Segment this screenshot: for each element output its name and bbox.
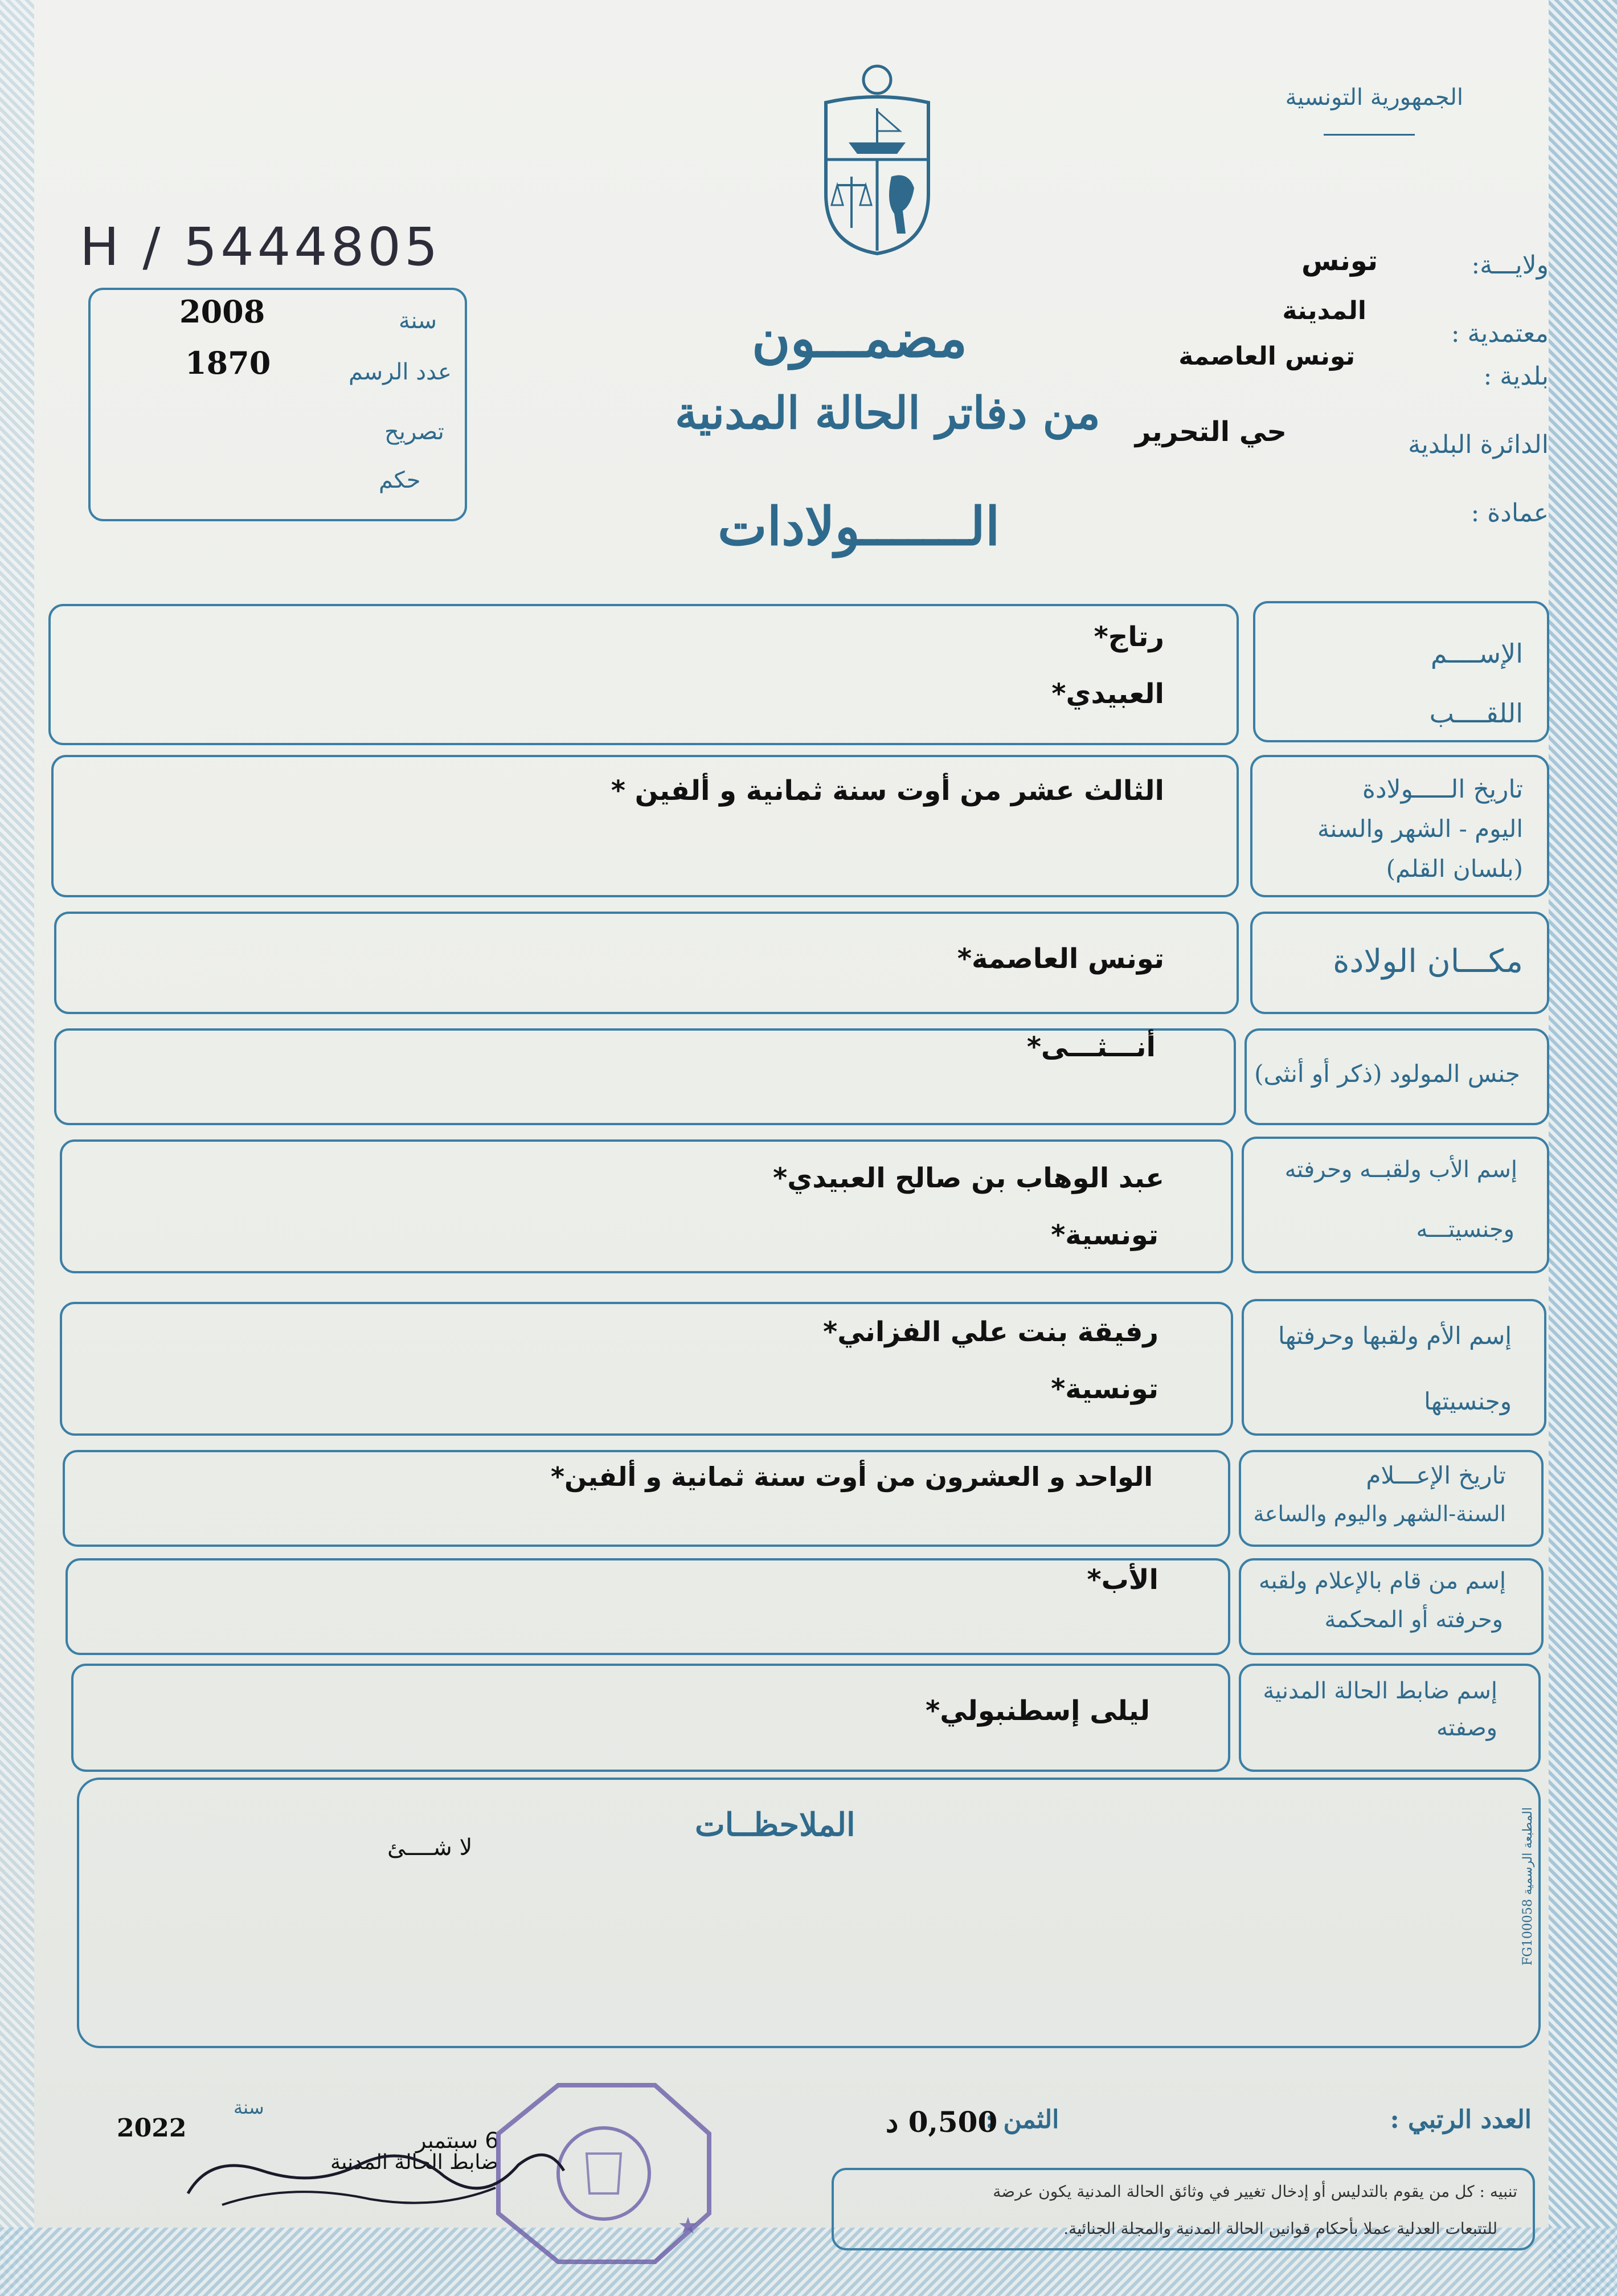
row-label-box	[1242, 1299, 1546, 1436]
omada-label: عمادة :	[1471, 499, 1549, 528]
printer-mark: المطبعة الرسمية FG100058	[1521, 1807, 1535, 1966]
row-label-1: الإســــم	[1430, 638, 1523, 669]
row-value-1: ليلى إسطنبولي*	[926, 1695, 1150, 1727]
decorative-border-left	[0, 0, 34, 2296]
republic-underline	[1324, 134, 1415, 136]
section-title: الـــــــولادات	[718, 496, 1000, 557]
row-value-2: العبيدي*	[1051, 678, 1164, 710]
row-value-1: رفيقة بنت علي الفزاني*	[823, 1316, 1158, 1348]
row-label-1: إسم الأب ولقبــه وحرفته	[1284, 1157, 1517, 1183]
row-label-3: (بلسان القلم)	[1386, 855, 1523, 883]
baladia-value: تونس العاصمة	[1178, 342, 1355, 371]
row-value-box	[48, 604, 1239, 745]
moatamadia-value: المدينة	[1282, 296, 1366, 325]
row-label-1: إسم من قام بالإعلام ولقبه	[1259, 1568, 1506, 1594]
baladia-label: بلدية :	[1483, 362, 1549, 391]
footer-day-month: 6 سبتمبر	[416, 2128, 499, 2153]
row-value-2: تونسية*	[1051, 1219, 1158, 1251]
row-label-1: تاريخ الإعـــلام	[1366, 1461, 1506, 1489]
footer-price-label: الثمن :	[985, 2105, 1059, 2134]
coat-of-arms-icon	[814, 63, 940, 256]
row-label-2: وصفته	[1436, 1715, 1497, 1741]
title-line-2: من دفاتر الحالة المدنية	[675, 387, 1100, 439]
republic-label: الجمهورية التونسية	[1285, 84, 1463, 111]
row-label-2: وجنسيتـــه	[1416, 1216, 1514, 1243]
warning-box	[832, 2168, 1535, 2250]
row-value-1: تونس العاصمة*	[957, 943, 1164, 975]
remarks-value: لا شــــئ	[387, 1835, 473, 1861]
row-label-1: إسم ضابط الحالة المدنية	[1263, 1678, 1497, 1704]
row-value-1: رتاج*	[1094, 621, 1164, 653]
row-label-2: وجنسيتها	[1424, 1387, 1512, 1415]
row-label-1: مكـــان الولادة	[1333, 943, 1523, 980]
daira-value: حي التحرير	[1135, 416, 1287, 448]
warning-line-2: للتتبعات العدلية عملا بأحكام قوانين الحالة المدنية والمجلة الجنائية.	[1063, 2219, 1497, 2238]
signature-icon	[177, 2131, 575, 2216]
row-label-2: وحرفته أو المحكمة	[1324, 1607, 1503, 1633]
row-label-1: جنس المولود (ذكر أو أنثى)	[1254, 1060, 1520, 1088]
decorative-border-right	[1549, 0, 1617, 2296]
row-value-1: الأب*	[1087, 1564, 1158, 1596]
registry-declaration-label: تصريح	[384, 419, 444, 445]
footer-serial-label: العدد الرتبي :	[1390, 2105, 1532, 2134]
serial-number: H / 5444805	[80, 216, 441, 277]
row-value-box	[66, 1558, 1230, 1655]
footer-officer-label: ضابط الحالة المدنية	[330, 2151, 498, 2174]
wilaya-value: تونس	[1301, 245, 1378, 277]
daira-label: الدائرة البلدية	[1408, 430, 1549, 459]
row-label-2: اليوم - الشهر والسنة	[1317, 815, 1523, 843]
row-label-2: السنة-الشهر واليوم والساعة	[1253, 1501, 1506, 1526]
row-value-2: تونسية*	[1051, 1373, 1158, 1405]
remarks-title: الملاحظــات	[695, 1806, 855, 1844]
footer-price-value: 0,500 د	[886, 2105, 998, 2139]
registry-number-value: 1870	[185, 345, 271, 381]
row-label-1: تاريخ الـــــولادة	[1362, 775, 1523, 804]
footer-year-value: 2022	[117, 2114, 187, 2143]
row-value-1: عبد الوهاب بن صالح العبيدي*	[773, 1162, 1164, 1194]
registry-year-value: 2008	[179, 293, 265, 330]
warning-line-1: تنبيه : كل من يقوم بالتدليس أو إدخال تغيير في وثائق الحالة المدنية يكون عرضة	[993, 2182, 1517, 2201]
row-label-1: إسم الأم ولقبها وحرفتها	[1278, 1322, 1512, 1350]
row-value-1: الثالث عشر من أوت سنة ثمانية و ألفين *	[611, 775, 1164, 807]
registry-judgment-label: حكم	[379, 467, 421, 493]
row-value-box	[60, 1139, 1233, 1273]
footer-year-label: سنة	[234, 2097, 264, 2118]
row-value-1: الواحد و العشرون من أوت سنة ثمانية و ألفين*	[550, 1461, 1153, 1492]
row-value-1: أنـــثـــى*	[1026, 1031, 1156, 1063]
moatamadia-label: معتمدية :	[1451, 319, 1549, 348]
svg-text:★: ★	[678, 2213, 698, 2239]
title-line-1: مضمـــون	[752, 308, 968, 369]
registry-number-label: عدد الرسم	[349, 359, 452, 385]
row-label-2: اللقــــب	[1429, 698, 1523, 729]
wilaya-label: ولايـــة:	[1471, 251, 1549, 280]
registry-year-label: سنة	[399, 308, 437, 334]
